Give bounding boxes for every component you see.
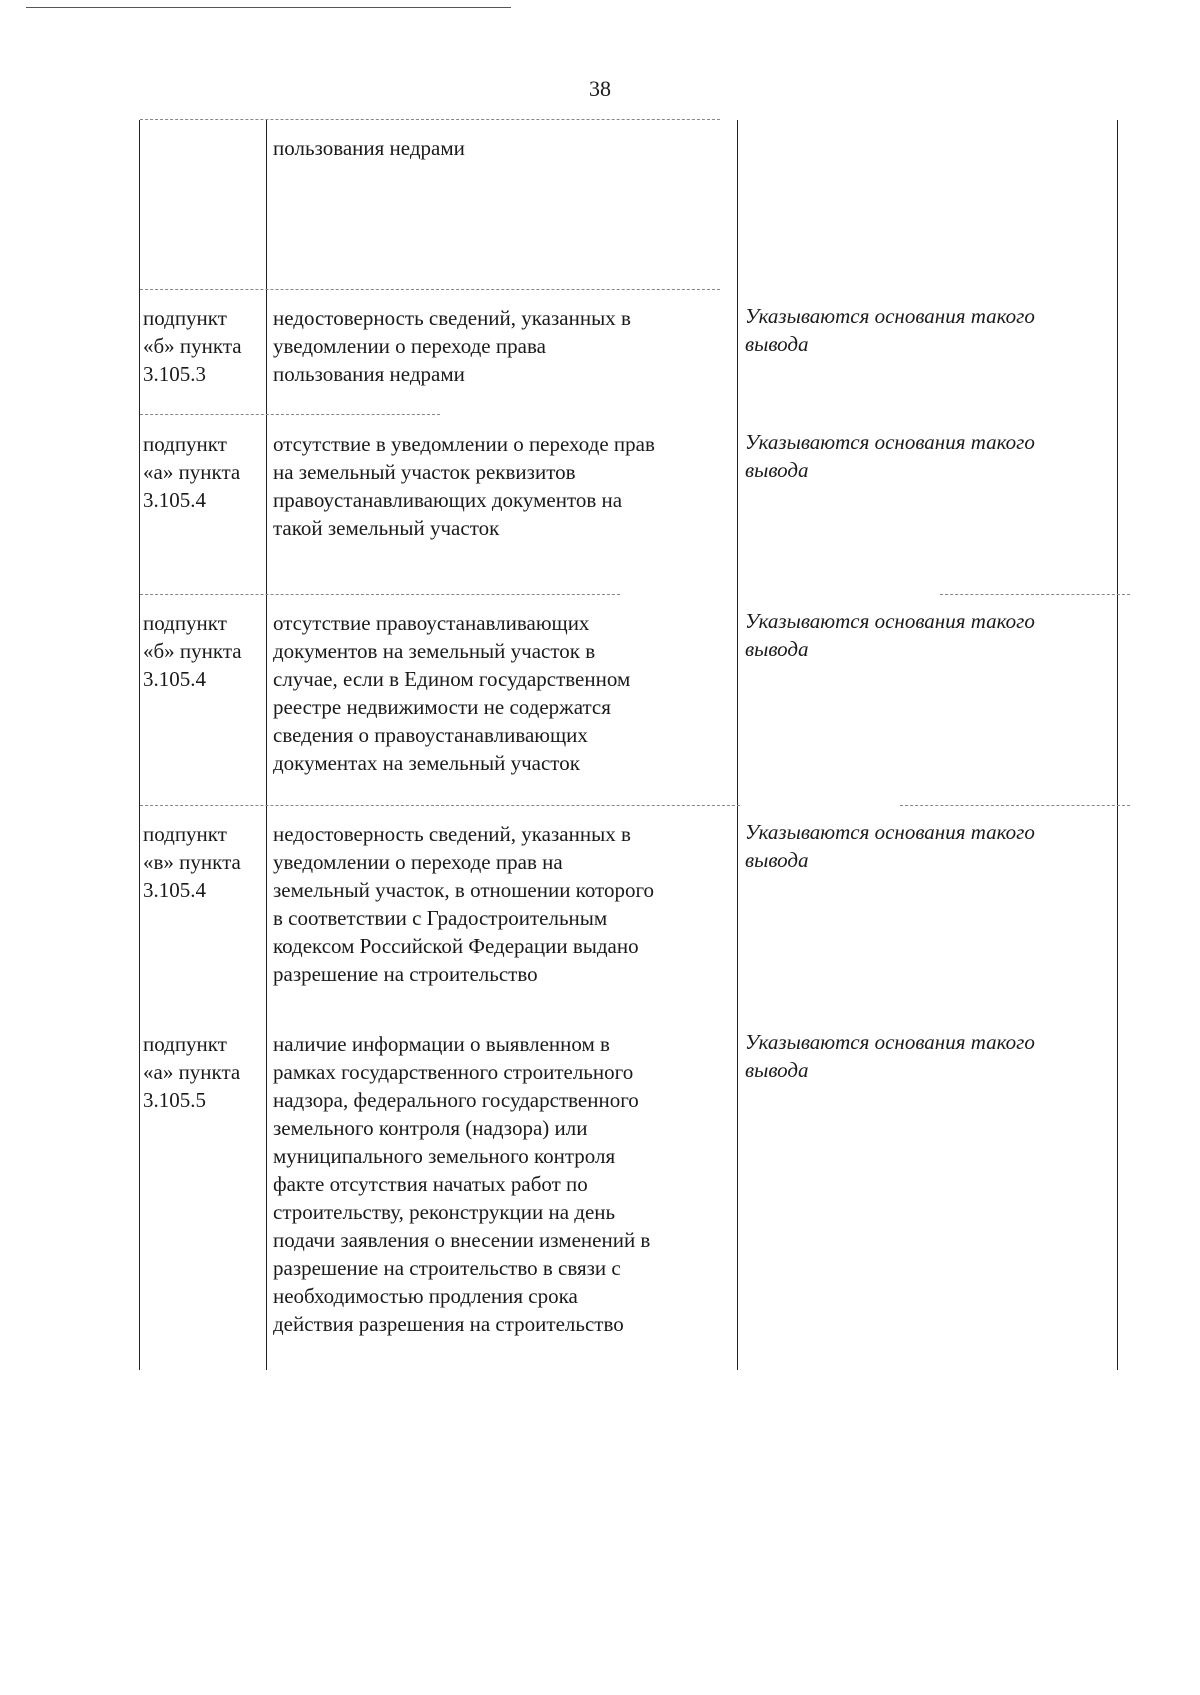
header-rule: [26, 7, 511, 8]
table-top-separator: [140, 119, 720, 120]
row-separator: [940, 594, 1130, 595]
row-separator: [140, 289, 720, 290]
row-separator: [900, 805, 1130, 806]
row-ref: подпункт «б» пункта 3.105.4: [143, 611, 242, 691]
row-separator: [140, 594, 620, 595]
table-border-col1: [266, 120, 267, 1370]
row-ref: подпункт «б» пункта 3.105.3: [143, 306, 242, 386]
row-text: отсутствие в уведомлении о переходе прав на земельный участок реквизитов правоустанавливающих документов на такой земельный участок: [273, 432, 655, 540]
table-border-left: [139, 120, 140, 1370]
row-text: наличие информации о выявленном в рамках государственного строительного надзора, федерального государственного земельного контроля (надзора) или муниципального земельного контроля факте отсутствия начатых работ по строительству, реконструкции на день подачи заявления о внесении изменений в разрешение на строительство в связи с необходимостью продления срока действия разрешения на строительство: [273, 1032, 651, 1336]
row-note: Указываются основания такого вывода: [745, 430, 1035, 482]
row-note: Указываются основания такого вывода: [745, 609, 1035, 661]
row-separator: [140, 414, 440, 415]
row-text: недостоверность сведений, указанных в уведомлении о переходе права пользования недрами: [273, 306, 631, 386]
row-ref: подпункт «а» пункта 3.105.5: [143, 1032, 241, 1112]
row-text: отсутствие правоустанавливающих документов на земельный участок в случае, если в Едином государственном реестре недвижимости не содержатся сведения о правоустанавливающих документах на земельный участок: [273, 611, 631, 775]
row-note: Указываются основания такого вывода: [745, 304, 1035, 356]
row-ref: подпункт «а» пункта 3.105.4: [143, 432, 241, 512]
row-ref: подпункт «в» пункта 3.105.4: [143, 822, 241, 902]
table-border-col2: [737, 120, 738, 1370]
row-note: Указываются основания такого вывода: [745, 1030, 1035, 1082]
page-number: 38: [589, 76, 611, 101]
row-note: Указываются основания такого вывода: [745, 820, 1035, 872]
row-text: пользования недрами: [273, 136, 465, 160]
row-separator: [140, 805, 740, 806]
row-text: недостоверность сведений, указанных в уведомлении о переходе прав на земельный участок, в отношении которого в соответствии с Градостроительным кодексом Российской Федерации выдано разрешение на строительство: [273, 822, 655, 986]
